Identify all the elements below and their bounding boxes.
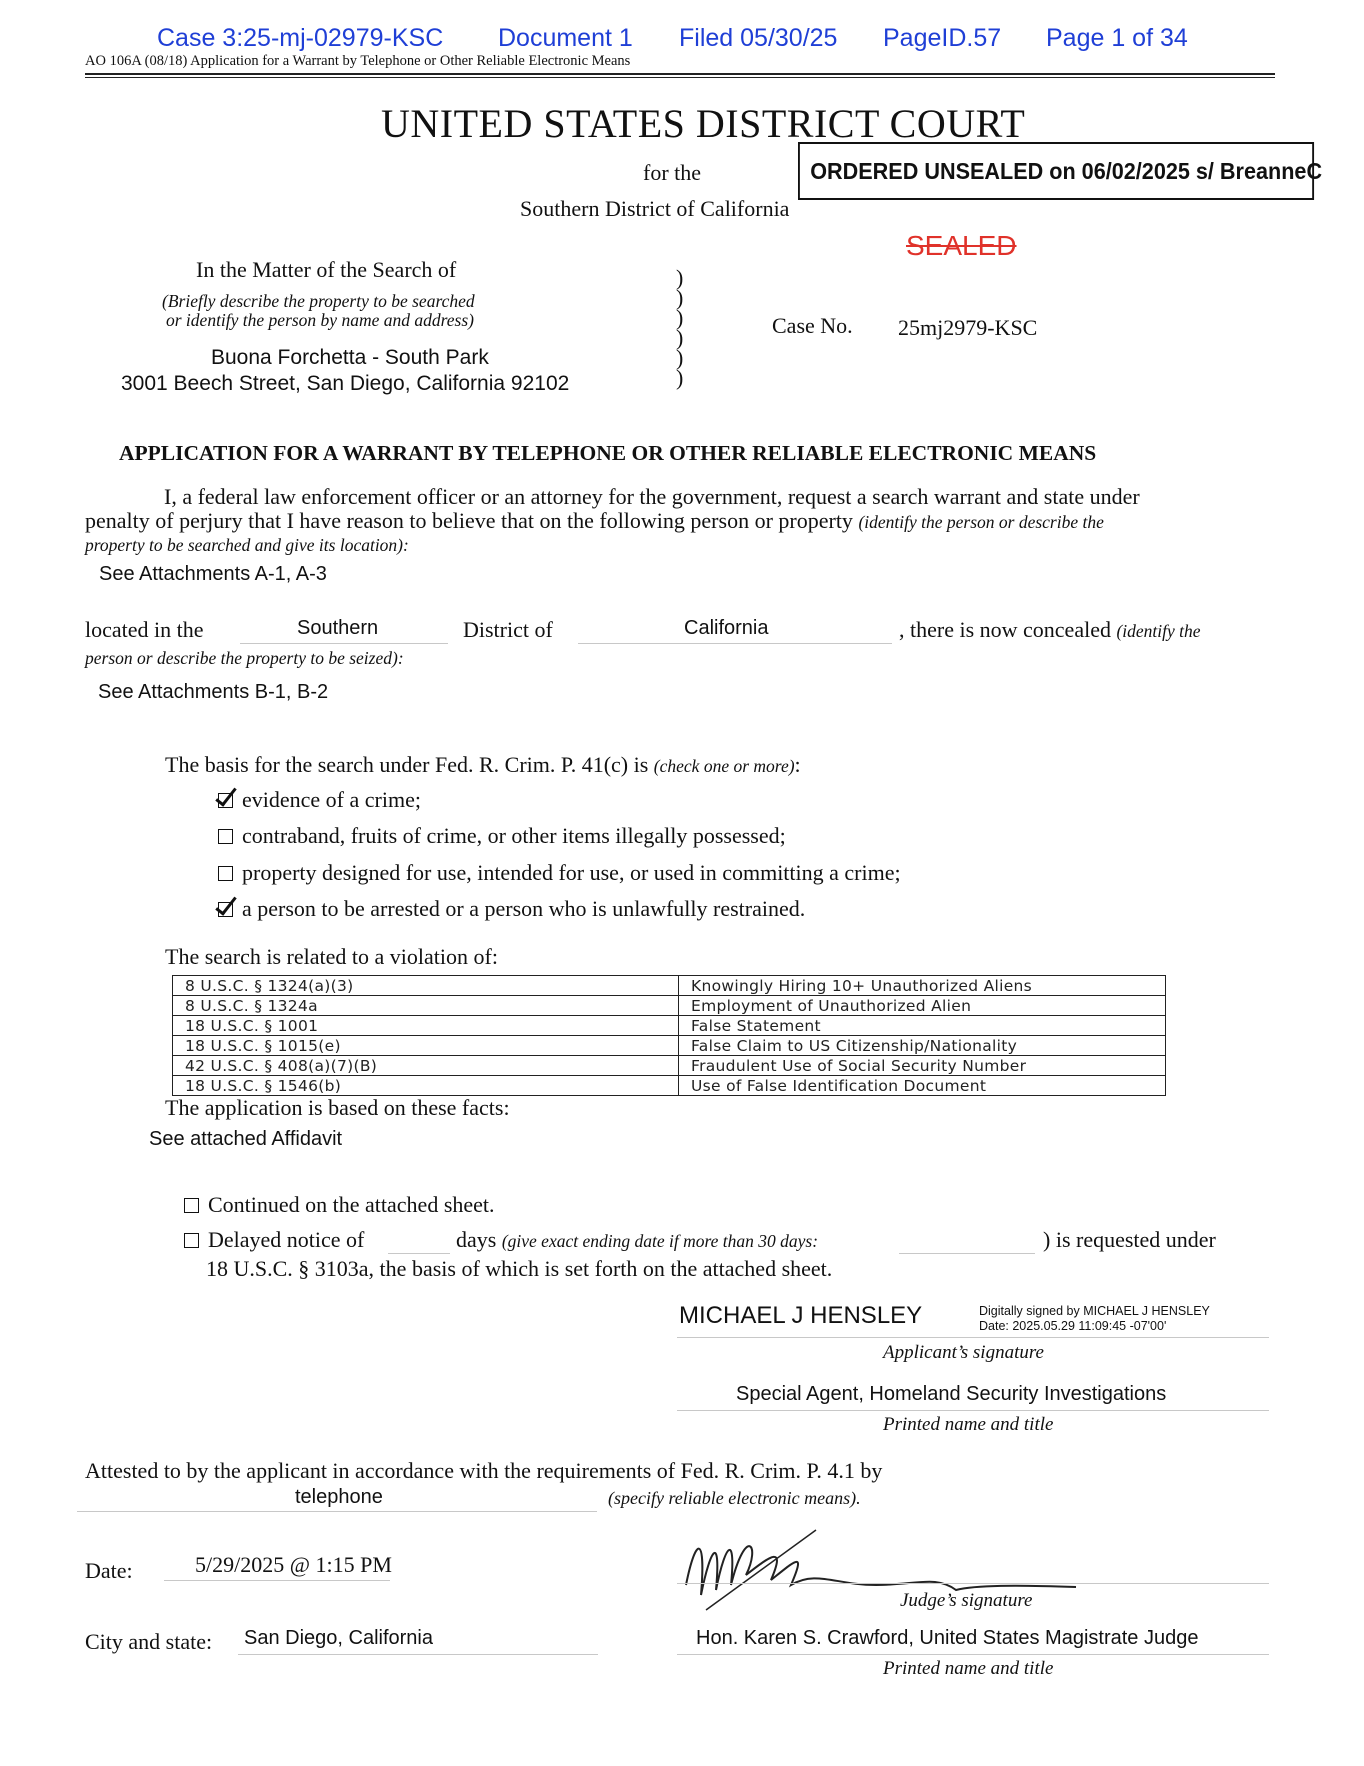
violation-description: Knowingly Hiring 10+ Unauthorized Aliens — [679, 976, 1166, 996]
basis-option[interactable] — [218, 787, 421, 813]
located-in-label: located in the — [85, 617, 204, 642]
violation-code: 42 U.S.C. § 408(a)(7)(B) — [173, 1056, 679, 1076]
intro-line-3-hint: property to be searched and give its location): — [85, 535, 409, 555]
facts-value: See attached Affidavit — [149, 1128, 343, 1150]
basis-option-label: contraband, fruits of crime, or other items illegally possessed; — [242, 823, 786, 848]
attest-text: Attested to by the applicant in accordance with the requirements of Fed. R. Crim. P. 4.1 by — [85, 1458, 883, 1483]
date-label: Date: — [85, 1558, 133, 1583]
delayed-requested — [1043, 1227, 1216, 1253]
district-value: Southern — [297, 617, 379, 639]
applicant-title-caption: Printed name and title — [883, 1414, 1054, 1435]
district-of-label: District of — [463, 617, 553, 642]
applicant-title: Special Agent, Homeland Security Investigations — [736, 1383, 1167, 1405]
case-number: Case 3:25-mj-02979-KSC — [157, 24, 444, 52]
state-value: California — [684, 617, 769, 639]
violation-description: Fraudulent Use of Social Security Number — [679, 1056, 1166, 1076]
seized-value: See Attachments B-1, B-2 — [98, 681, 329, 703]
digital-signature-line-2: Date: 2025.05.29 11:09:45 -07'00' — [979, 1319, 1167, 1333]
concealed-hint: (identify the — [1116, 621, 1201, 641]
matter-name: Buona Forchetta - South Park — [211, 346, 489, 369]
case-stamp — [157, 24, 443, 53]
attest-means-line — [77, 1511, 597, 1512]
bracket-parens: ) ) ) ) ) ) — [676, 265, 684, 390]
applicant-title-line — [677, 1410, 1269, 1411]
violation-code: 8 U.S.C. § 1324(a)(3) — [173, 976, 679, 996]
concealed-label — [899, 617, 1201, 643]
table-row — [173, 1076, 1166, 1096]
table-row — [173, 996, 1166, 1016]
continued-checkbox[interactable] — [184, 1198, 199, 1213]
applicant-signature-name: MICHAEL J HENSLEY — [679, 1302, 923, 1329]
seized-hint-text: person or describe the property to be seized) — [85, 648, 398, 668]
city-value: San Diego, California — [244, 1627, 433, 1649]
violations-label: The search is related to a violation of: — [165, 944, 498, 969]
matter-address: 3001 Beech Street, San Diego, California 92102 — [121, 372, 570, 395]
violations-table — [172, 975, 1166, 1096]
violation-description: Employment of Unauthorized Alien — [679, 996, 1166, 1016]
matter-hint-2: or identify the person by name and address) — [166, 310, 474, 330]
table-row — [173, 976, 1166, 996]
basis-label-text: The basis for the search under Fed. R. Crim. P. 41(c) is — [165, 752, 649, 777]
basis-checkbox-property[interactable] — [218, 866, 233, 881]
violation-description: False Claim to US Citizenship/Nationality — [679, 1036, 1166, 1056]
digital-signature-info — [979, 1304, 1210, 1334]
district-underline — [240, 643, 448, 644]
basis-option[interactable] — [218, 823, 786, 849]
violation-code: 18 U.S.C. § 1546(b) — [173, 1076, 679, 1096]
case-no-label: Case No. — [772, 313, 853, 338]
continued-option[interactable] — [184, 1192, 495, 1218]
matter-hint-1: (Briefly describe the property to be searched — [162, 291, 475, 311]
date-line — [164, 1580, 390, 1581]
basis-option-label: a person to be arrested or a person who is unlawfully restrained. — [242, 896, 806, 921]
basis-hint: (check one or more) — [653, 756, 795, 776]
delayed-line-2: 18 U.S.C. § 3103a, the basis of which is set forth on the attached sheet. — [206, 1256, 833, 1281]
header-rule-2 — [85, 77, 1275, 78]
violation-code: 8 U.S.C. § 1324a — [173, 996, 679, 1016]
table-row — [173, 1056, 1166, 1076]
digital-signature-line-1: Digitally signed by MICHAEL J HENSLEY — [979, 1304, 1210, 1318]
sealed-mark: SEALED — [906, 230, 1017, 261]
table-row — [173, 1036, 1166, 1056]
judge-signature-line — [677, 1583, 1269, 1584]
city-label: City and state: — [85, 1629, 213, 1654]
basis-option-label: evidence of a crime; — [242, 787, 421, 812]
filed-date: Filed 05/30/25 — [679, 24, 838, 52]
page-number: Page 1 of 34 — [1046, 24, 1188, 52]
property-value: See Attachments A-1, A-3 — [99, 563, 327, 585]
matter-heading: In the Matter of the Search of — [196, 257, 457, 282]
page-id: PageID.57 — [883, 24, 1002, 52]
facts-label: The application is based on these facts: — [165, 1095, 510, 1120]
header-rule — [85, 73, 1275, 75]
basis-label: The basis for the search under Fed. R. Crim. P. 41(c) is (check one or more): — [165, 752, 801, 777]
violation-description: Use of False Identification Document — [679, 1076, 1166, 1096]
judge-name: Hon. Karen S. Crawford, United States Magistrate Judge — [696, 1627, 1199, 1649]
form-id: AO 106A (08/18) Application for a Warrant by Telephone or Other Reliable Electronic Means — [85, 53, 631, 69]
judge-signature-caption: Judge’s signature — [900, 1590, 1033, 1611]
court-district: Southern District of California — [520, 196, 790, 221]
violation-code: 18 U.S.C. § 1015(e) — [173, 1036, 679, 1056]
delayed-hint: (give exact ending date if more than 30 days: — [501, 1231, 819, 1251]
violation-description: False Statement — [679, 1016, 1166, 1036]
basis-checkbox-person[interactable] — [218, 902, 233, 917]
for-the: for the — [643, 160, 702, 185]
basis-option-label: property designed for use, intended for use, or used in committing a crime; — [242, 860, 901, 885]
judge-name-caption: Printed name and title — [883, 1658, 1054, 1679]
violation-code: 18 U.S.C. § 1001 — [173, 1016, 679, 1036]
date-value: 5/29/2025 @ 1:15 PM — [195, 1552, 392, 1577]
basis-option[interactable] — [218, 860, 901, 886]
seized-hint: person or describe the property to be seized): — [85, 648, 404, 668]
attest-hint: (specify reliable electronic means). — [608, 1488, 861, 1508]
intro-line-2 — [85, 508, 1104, 534]
delayed-option[interactable] — [184, 1227, 364, 1253]
attest-means: telephone — [295, 1486, 383, 1508]
continued-label: Continued on the attached sheet. — [208, 1192, 495, 1217]
city-line — [238, 1654, 598, 1655]
days-label: days — [456, 1227, 497, 1252]
delayed-label: Delayed notice of — [208, 1227, 365, 1252]
court-title: UNITED STATES DISTRICT COURT — [381, 101, 1026, 146]
applicant-signature-caption: Applicant’s signature — [883, 1342, 1044, 1363]
applicant-signature-line — [677, 1337, 1269, 1338]
intro-line-2-hint: (identify the person or describe the — [858, 512, 1104, 532]
basis-checkbox-contraband[interactable] — [218, 829, 233, 844]
table-row — [173, 1016, 1166, 1036]
unsealed-stamp: ORDERED UNSEALED on 06/02/2025 s/ BreanneC — [798, 142, 1314, 200]
delayed-date-underline — [899, 1253, 1035, 1254]
document-number: Document 1 — [498, 24, 633, 52]
concealed-text: , there is now concealed — [899, 617, 1111, 642]
intro-line-2-text: penalty of perjury that I have reason to believe that on the following person or property — [85, 508, 853, 533]
basis-option[interactable] — [218, 896, 805, 922]
delayed-days — [456, 1227, 818, 1253]
delayed-days-underline — [388, 1253, 450, 1254]
state-underline — [578, 643, 892, 644]
requested-text: ) is requested under — [1043, 1227, 1216, 1252]
intro-line-1: I, a federal law enforcement officer or an attorney for the government, request a search warrant and state under — [164, 484, 1140, 509]
judge-name-line — [677, 1654, 1269, 1655]
judge-signature-scribble — [676, 1515, 1096, 1615]
basis-checkbox-evidence[interactable] — [218, 793, 233, 808]
case-no-value: 25mj2979-KSC — [898, 315, 1038, 340]
application-title: APPLICATION FOR A WARRANT BY TELEPHONE OR OTHER RELIABLE ELECTRONIC MEANS — [119, 441, 1097, 465]
delayed-checkbox[interactable] — [184, 1233, 199, 1248]
